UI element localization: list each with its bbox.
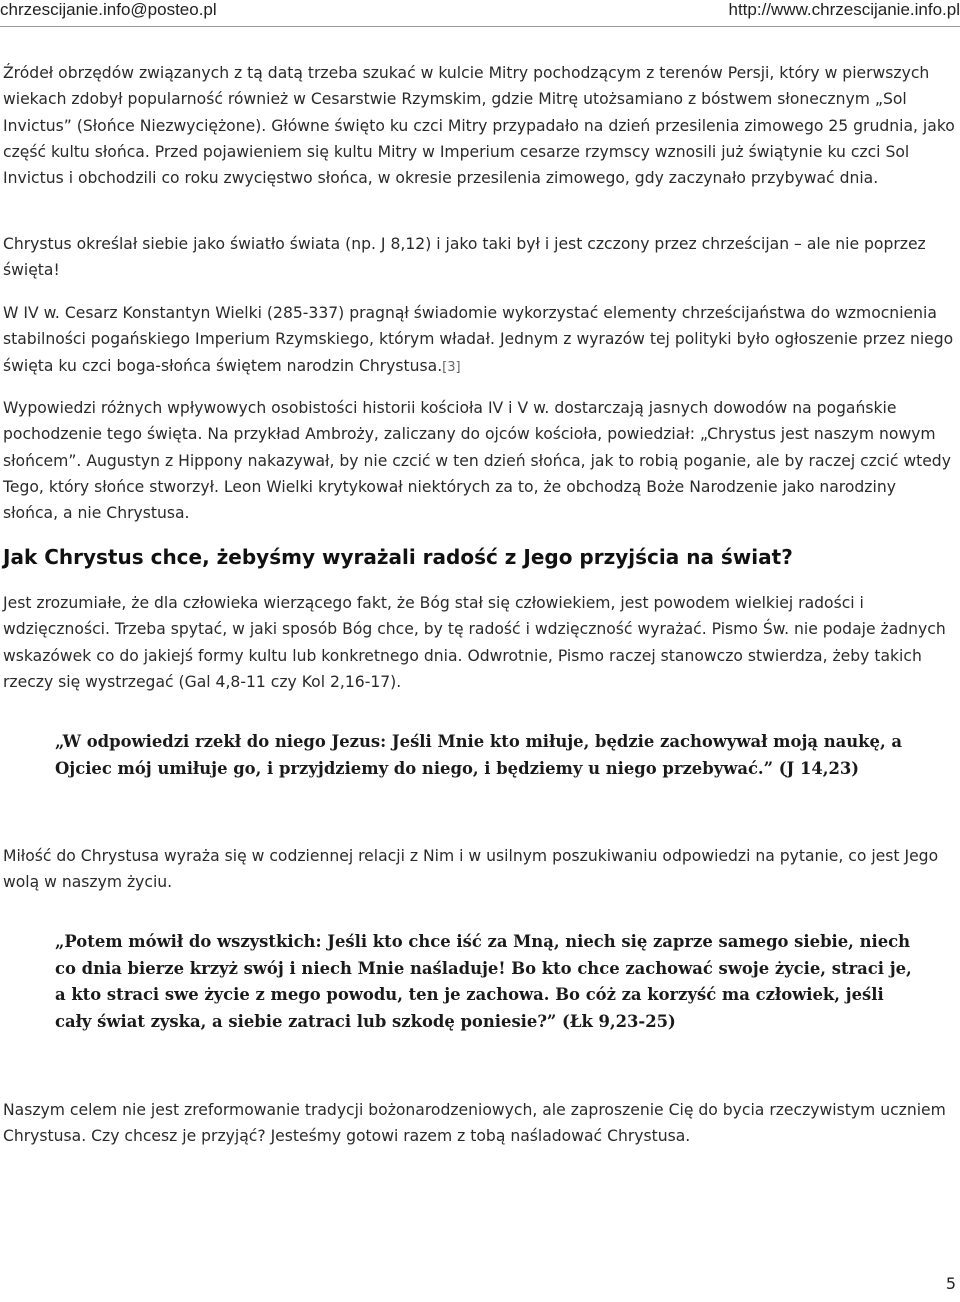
paragraph-text: Źródeł obrzędów związanych z tą datą trzeba szukać w kulcie Mitry pochodzącym z terenów Persji, który w pierwszych wiekach zdobył popularność również w Cesarstwie Rzymskim, gdzie Mitrę utożsamiano z bóstwem słonecznym „Sol Invictus” (Słońce Niezwyciężone). Główne święto ku czci Mitry przypadało na dzień przesilenia zimowego 25 grudnia, jako część kultu słońca. Przed pojawieniem się kultu Mitry w Imperium cesarze rzymscy wznosili już świątynie ku czci Sol Invictus i obchodzili co roku zwycięstwo słońca, w okresie przesilenia zimowego, gdy zaczynało przybywać dnia. (3, 64, 955, 188)
paragraph-church-fathers (3, 395, 955, 526)
page-number: 5 (945, 1274, 956, 1293)
paragraph-light-of-world (3, 231, 955, 284)
page-header (0, 0, 960, 27)
paragraph-text: Naszym celem nie jest zreformowanie tradycji bożonarodzeniowych, ale zaproszenie Cię do bycia rzeczywistym uczniem Chrystusa. Czy chcesz je przyjąć? Jesteśmy gotowi razem z tobą naśladować Chrystusa. (3, 1101, 946, 1146)
footnote-reference[interactable]: [3] (442, 359, 461, 375)
paragraph-text: Miłość do Chrystusa wyraża się w codziennej relacji z Nim i w usilnym poszukiwaniu odpowiedzi na pytanie, co jest Jego wolą w naszym życiu. (3, 847, 939, 892)
bible-quote-luke: „Potem mówił do wszystkich: Jeśli kto chce iść za Mną, niech się zaprze samego siebie, niech co dnia bierze krzyż swój i niech Mnie naśladuje! Bo kto chce zachować swoje życie, straci je, a kto straci swe życie z mego powodu, ten je zachowa. Bo cóż za korzyść ma człowiek, jeśli cały świat zyska, a siebie zatraci lub szkodę poniesie?” (Łk 9,23-25) (55, 932, 912, 1031)
paragraph-mitra (3, 60, 955, 191)
header-url[interactable]: http://www.chrzescijanie.info.pl (728, 0, 960, 19)
section-heading: Jak Chrystus chce, żebyśmy wyrażali radość z Jego przyjścia na świat? (3, 545, 793, 569)
header-email: chrzescijanie.info@posteo.pl (0, 0, 217, 19)
paragraph-text: Wypowiedzi różnych wpływowych osobistości historii kościoła IV i V w. dostarczają jasnych dowodów na pogańskie pochodzenie tego święta. Na przykład Ambroży, zaliczany do ojców kościoła, powiedział: „Chrystus jest naszym nowym słońcem”. Augustyn z Hippony nakazywał, by nie czcić w ten dzień słońca, jak to robią poganie, ale by raczej czcić wtedy Tego, który słońce stworzył. Leon Wielki krytykował niektórych za to, że obchodzą Boże Narodzenie jako narodziny słońca, a nie Chrystusa. (3, 399, 951, 523)
paragraph-text: Chrystus określał siebie jako światło świata (np. J 8,12) i jako taki był i jest czczony przez chrześcijan – ale nie poprzez święta! (3, 235, 926, 280)
paragraph-text: W IV w. Cesarz Konstantyn Wielki (285-337) pragnął świadomie wykorzystać elementy chrześcijaństwa do wzmocnienia stabilności pogańskiego Imperium Rzymskiego, którym władał. Jednym z wyrazów tej polityki było ogłoszenie przez niego święta ku czci boga-słońca świętem narodzin Chrystusa. (3, 304, 954, 375)
bible-quote-john: „W odpowiedzi rzekł do niego Jezus: Jeśli Mnie kto miłuje, będzie zachowywał moją naukę, a Ojciec mój umiłuje go, i przyjdziemy do niego, i będziemy u niego przebywać.” (J 14,23) (55, 732, 902, 778)
paragraph-constantine (3, 300, 955, 381)
paragraph-invitation (3, 1097, 955, 1150)
paragraph-text: Jest zrozumiałe, że dla człowieka wierzącego fakt, że Bóg stał się człowiekiem, jest powodem wielkiej radości i wdzięczności. Trzeba spytać, w jaki sposób Bóg chce, by tę radość i wdzięczność wyrażać. Pismo Św. nie podaje żadnych wskazówek co do jakiejś formy kultu lub konkretnego dnia. Odwrotnie, Pismo raczej stanowczo stwierdza, żeby takich rzeczy się wystrzegać (Gal 4,8-11 czy Kol 2,16-17). (3, 594, 946, 691)
paragraph-love (3, 843, 955, 896)
paragraph-joy (3, 590, 955, 695)
